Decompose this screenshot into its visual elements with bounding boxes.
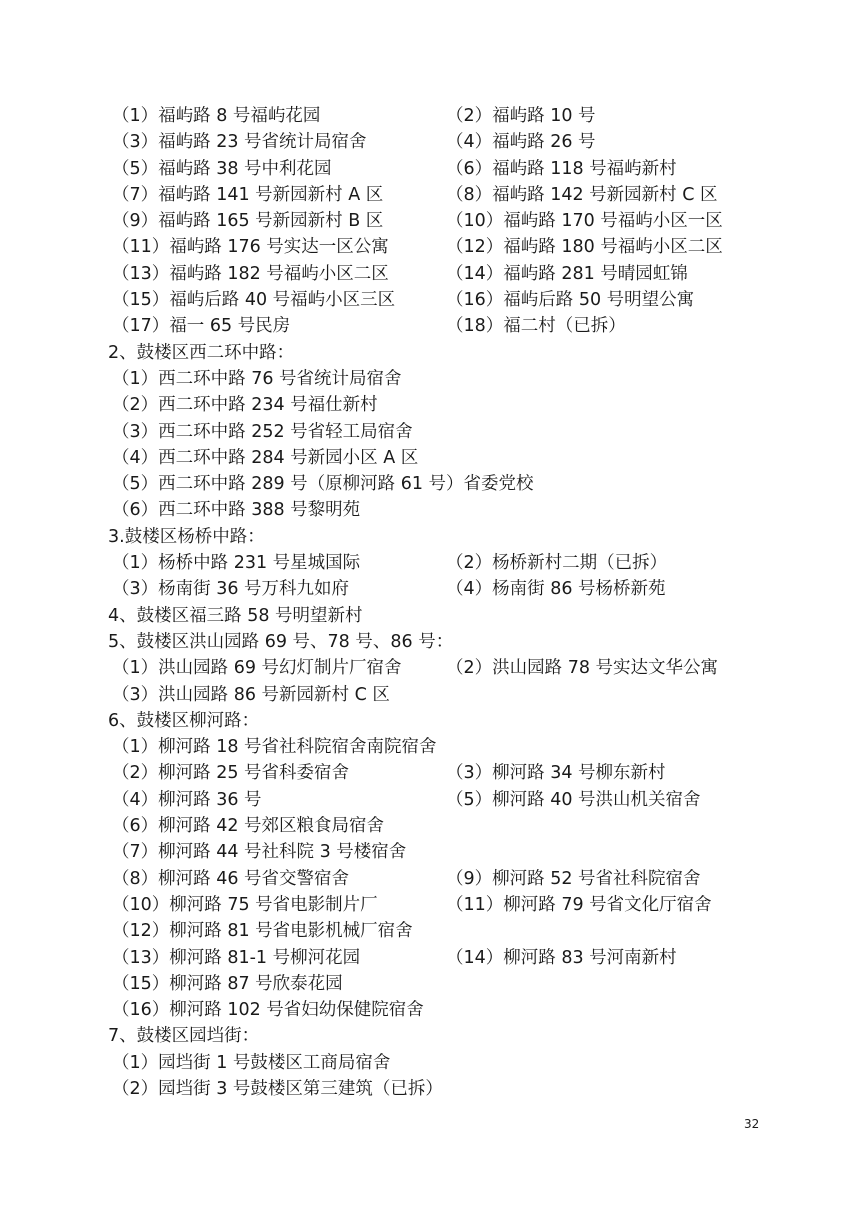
- list-row-two-column: [108, 892, 768, 918]
- list-item: （16）柳河路 102 号省妇幼保健院宿舍: [112, 1000, 424, 1021]
- list-item-left: （1）洪山园路 69 号幻灯制片厂宿舍: [112, 658, 402, 679]
- list-item-left: （8）柳河路 46 号省交警宿舍: [112, 868, 350, 889]
- list-item-right: （14）柳河路 83 号河南新村: [446, 947, 677, 968]
- list-row-two-column: [108, 866, 768, 892]
- list-item-left: （1）福屿路 8 号福屿花园: [112, 106, 321, 126]
- list-item: （1）园垱街 1 号鼓楼区工商局宿舍: [112, 1052, 391, 1073]
- list-item: （6）西二环中路 388 号黎明苑: [112, 500, 361, 521]
- address-list: [108, 103, 768, 1102]
- list-item: （1）西二环中路 76 号省统计局宿舍: [112, 368, 402, 389]
- list-row-two-column: [108, 287, 768, 313]
- list-item: （2）西二环中路 234 号福仕新村: [112, 395, 378, 416]
- list-item-right: （10）福屿路 170 号福屿小区一区: [446, 211, 723, 232]
- list-item: （6）柳河路 42 号郊区粮食局宿舍: [112, 816, 385, 837]
- list-row-two-column: [108, 787, 768, 813]
- list-item-right: （5）柳河路 40 号洪山机关宿舍: [446, 789, 701, 810]
- page-number: 32: [744, 1117, 760, 1131]
- section-heading: 4、鼓楼区福三路 58 号明望新村: [108, 605, 363, 626]
- list-item-right: （14）福屿路 281 号晴园虹锦: [446, 263, 688, 284]
- list-item-left: （3）杨南街 36 号万科九如府: [112, 579, 350, 600]
- list-item-left: （9）福屿路 165 号新园新村 B 区: [112, 211, 384, 232]
- list-item-right: （2）福屿路 10 号: [446, 106, 596, 126]
- list-item-left: （1）杨桥中路 231 号星城国际: [112, 553, 361, 574]
- list-item-right: （9）柳河路 52 号省社科院宿舍: [446, 868, 701, 889]
- list-item-right: （12）福屿路 180 号福屿小区二区: [446, 237, 723, 258]
- list-item: （12）柳河路 81 号省电影机械厂宿舍: [112, 921, 413, 942]
- list-row-two-column: [108, 313, 768, 339]
- section-heading: 2、鼓楼区西二环中路：: [108, 342, 295, 363]
- list-row-two-column: [108, 156, 768, 182]
- list-row-two-column: [108, 576, 768, 602]
- section-heading: 5、鼓楼区洪山园路 69 号、78 号、86 号：: [108, 631, 454, 652]
- list-item: （4）西二环中路 284 号新园小区 A 区: [112, 447, 419, 468]
- section-heading: 6、鼓楼区柳河路：: [108, 710, 260, 731]
- list-item-left: （10）柳河路 75 号省电影制片厂: [112, 894, 378, 915]
- list-item-left: （13）柳河路 81-1 号柳河花园: [112, 947, 361, 968]
- list-row-two-column: [108, 945, 768, 971]
- list-item-left: （4）柳河路 36 号: [112, 789, 262, 810]
- list-item-left: （3）福屿路 23 号省统计局宿舍: [112, 132, 367, 153]
- list-item-right: （8）福屿路 142 号新园新村 C 区: [446, 184, 718, 205]
- list-item-left: （11）福屿路 176 号实达一区公寓: [112, 237, 389, 258]
- list-item: （1）柳河路 18 号省社科院宿舍南院宿舍: [112, 737, 437, 758]
- list-row-two-column: [108, 234, 768, 260]
- list-item-right: （4）杨南街 86 号杨桥新苑: [446, 579, 666, 600]
- list-row-two-column: [108, 103, 768, 129]
- list-item-right: （4）福屿路 26 号: [446, 132, 596, 153]
- list-item-right: （16）福屿后路 50 号明望公寓: [446, 290, 695, 311]
- list-row-two-column: [108, 208, 768, 234]
- list-item-left: （2）柳河路 25 号省科委宿舍: [112, 763, 350, 784]
- list-row-two-column: [108, 129, 768, 155]
- list-row-two-column: [108, 655, 768, 681]
- list-row-two-column: [108, 261, 768, 287]
- list-item-left: （5）福屿路 38 号中利花园: [112, 158, 332, 179]
- list-item-left: （7）福屿路 141 号新园新村 A 区: [112, 184, 384, 205]
- list-row-two-column: [108, 760, 768, 786]
- list-row-two-column: [108, 182, 768, 208]
- list-item: （2）园垱街 3 号鼓楼区第三建筑（已拆）: [112, 1078, 443, 1099]
- list-item-right: （2）洪山园路 78 号实达文华公寓: [446, 658, 719, 679]
- list-item-right: （11）柳河路 79 号省文化厅宿舍: [446, 894, 712, 915]
- list-item: （5）西二环中路 289 号（原柳河路 61 号）省委党校: [112, 474, 534, 495]
- list-item-right: （18）福二村（已拆）: [446, 316, 626, 337]
- list-item: （15）柳河路 87 号欣泰花园: [112, 973, 343, 994]
- section-heading: 7、鼓楼区园垱街：: [108, 1026, 260, 1047]
- list-item-right: （2）杨桥新村二期（已拆）: [446, 553, 668, 574]
- section-heading: 3.鼓楼区杨桥中路：: [108, 526, 265, 547]
- list-item-right: （3）柳河路 34 号柳东新村: [446, 763, 666, 784]
- list-item: （7）柳河路 44 号社科院 3 号楼宿舍: [112, 842, 407, 863]
- list-item-left: （15）福屿后路 40 号福屿小区三区: [112, 290, 396, 311]
- list-row-two-column: [108, 550, 768, 576]
- list-item-right: （6）福屿路 118 号福屿新村: [446, 158, 677, 179]
- list-item-left: （13）福屿路 182 号福屿小区二区: [112, 263, 389, 284]
- list-item: （3）西二环中路 252 号省轻工局宿舍: [112, 421, 413, 442]
- list-item: （3）洪山园路 86 号新园新村 C 区: [112, 684, 390, 705]
- list-item-left: （17）福一 65 号民房: [112, 316, 291, 337]
